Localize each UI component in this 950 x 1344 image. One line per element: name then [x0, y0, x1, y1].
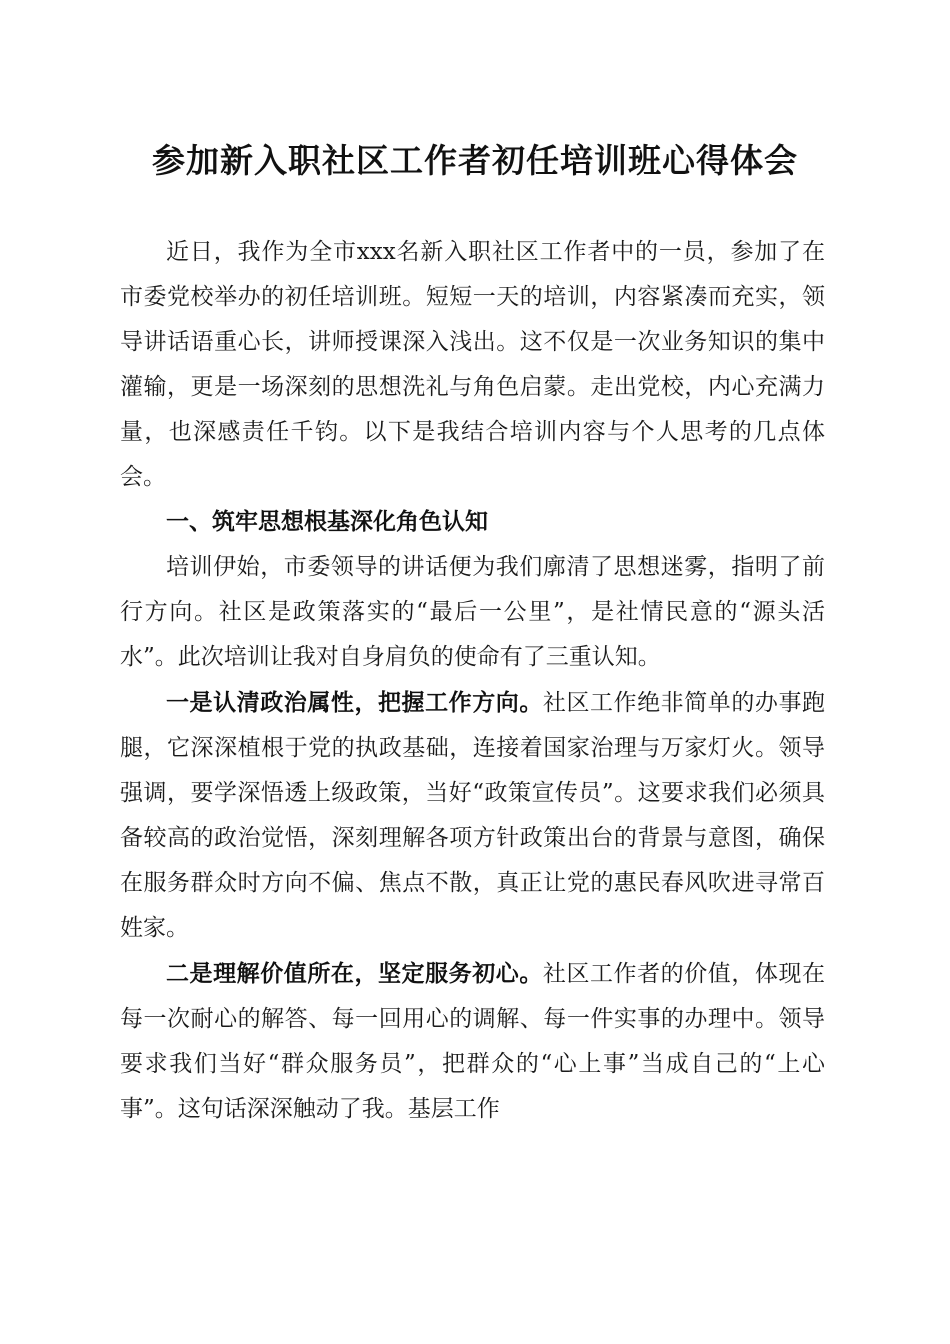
section-heading-1: 一、筑牢思想根基深化角色认知: [166, 509, 488, 535]
point-2-text: 社区工作者的价值，体现在每一次耐心的解答、每一回用心的调解、每一件实事的办理中。领导要求我们当好“群众服务员”，把群众的“心上事”当成自己的“上心事”。这句话深深触动了我。基层工作: [120, 961, 826, 1122]
point-2-paragraph: [120, 951, 825, 1132]
point-1-text: 社区工作绝非简单的办事跑腿，它深深植根于党的执政基础，连接着国家治理与万家灯火。领导强调，要学深悟透上级政策，当好“政策宣传员”。这要求我们必须具备较高的政治觉悟，深刻理解各项方针政策出台的背景与意图，确保在服务群众时方向不偏、焦点不散，真正让党的惠民春风吹进寻常百姓家。: [120, 690, 826, 941]
intro-paragraph: 近日，我作为全市xxx名新入职社区工作者中的一员，参加了在市委党校举办的初任培训班。短短一天的培训，内容紧凑而充实，领导讲话语重心长，讲师授课深入浅出。这不仅是一次业务知识的集中灌输，更是一场深刻的思想洗礼与角色启蒙。走出党校，内心充满力量，也深感责任千钧。以下是我结合培训内容与个人思考的几点体会。: [120, 239, 825, 490]
point-2-lead: 二是理解价值所在，坚定服务初心。: [166, 960, 543, 987]
point-1-paragraph: [120, 680, 825, 951]
document-title: 参加新入职社区工作者初任培训班心得体会: [152, 141, 798, 180]
point-1-lead: 一是认清政治属性，把握工作方向。: [166, 689, 543, 716]
document-body: [120, 230, 825, 1132]
section-1-paragraph: 培训伊始，市委领导的讲话便为我们廓清了思想迷雾，指明了前行方向。社区是政策落实的“最后一公里”，是社情民意的“源头活水”。此次培训让我对自身肩负的使命有了三重认知。: [120, 554, 825, 670]
